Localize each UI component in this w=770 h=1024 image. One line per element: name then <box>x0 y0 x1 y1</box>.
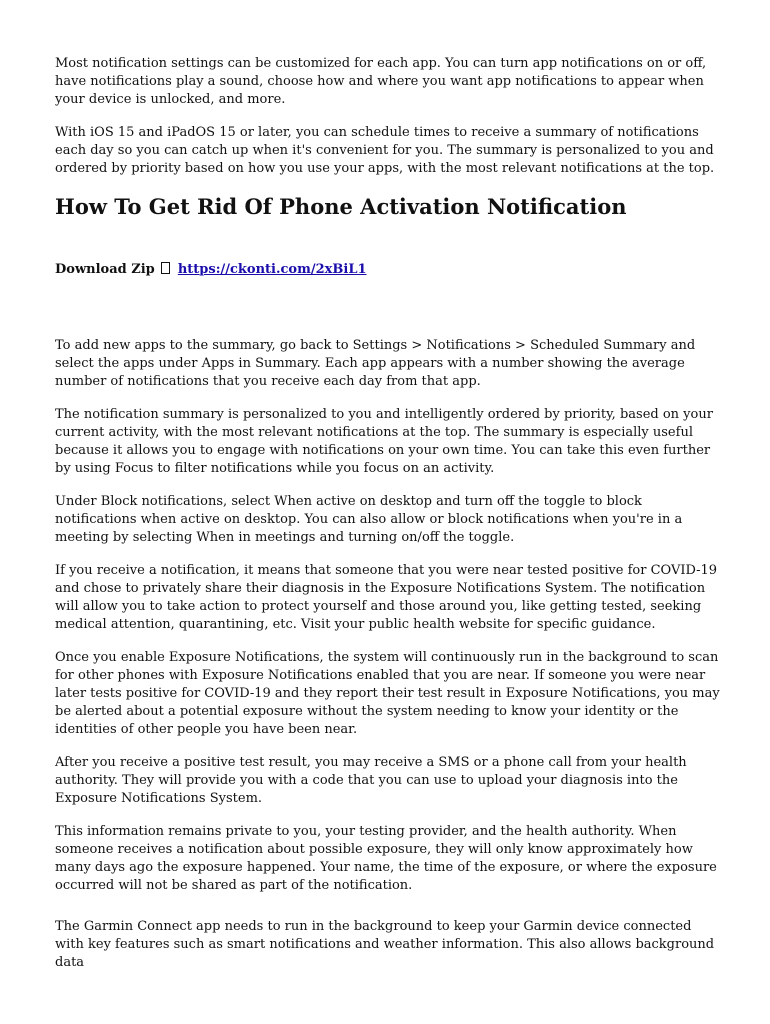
body-paragraph: This information remains private to you, your testing provider, and the health authority. When someone receives a notification about possible exposure, they will only know approximately how many days ago the exposure happened. Your name, the time of the exposure, or where the exposure occurred will not be shared as part of the notification. <box>55 824 717 893</box>
final-paragraph: The Garmin Connect app needs to run in the background to keep your Garmin device connected with key features such as smart notifications and weather information. This also allows background data <box>55 919 715 970</box>
body-paragraph: The notification summary is personalized to you and intelligently ordered by priority, based on your current activity, with the most relevant notifications at the top. The summary is especially useful because it allows you to engage with notifications on your own time. You can take this even further by using Focus to filter notifications while you focus on an activity. <box>55 407 713 476</box>
intro-paragraph: Most notification settings can be customized for each app. You can turn app notifications on or off, have notifications play a sound, choose how and where you want app notifications to appear when your device is unlocked, and more. <box>55 56 707 107</box>
page-title: How To Get Rid Of Phone Activation Notification <box>55 194 627 219</box>
body-paragraph: To add new apps to the summary, go back to Settings > Notifications > Scheduled Summary and select the apps under Apps in Summary. Each app appears with a number showing the average number of notifications that you receive each day from that app. <box>55 338 696 389</box>
body-paragraph: Under Block notifications, select When active on desktop and turn off the toggle to block notifications when active on desktop. You can also allow or block notifications when you're in a meeting by selecting When in meetings and turning on/off the toggle. <box>55 494 683 545</box>
spacer <box>55 279 720 337</box>
download-label: Download Zip <box>55 262 155 277</box>
body-paragraph: If you receive a notification, it means that someone that you were near tested positive for COVID-19 and chose to privately share their diagnosis in the Exposure Notifications System. The notification will allow you to take action to protect yourself and those around you, like getting tested, seeking medical attention, quarantining, etc. Visit your public health website for specific guidance. <box>55 563 718 632</box>
spacer <box>55 910 720 918</box>
document-page <box>55 55 720 987</box>
download-line <box>55 261 720 279</box>
download-link[interactable]: https://ckonti.com/2xBiL1 <box>177 262 367 277</box>
body-paragraph: After you receive a positive test result, you may receive a SMS or a phone call from your health authority. They will provide you with a code that you can use to upload your diagnosis into the Exposure Notifications System. <box>55 755 687 806</box>
body-paragraph: Once you enable Exposure Notifications, the system will continuously run in the background to scan for other phones with Exposure Notifications enabled that you are near. If someone you were near later tests positive for COVID-19 and they report their test result in Exposure Notifications, you may be alerted about a potential exposure without the system needing to know your identity or the identities of other people you have been near. <box>55 650 720 737</box>
intro-paragraph: With iOS 15 and iPadOS 15 or later, you can schedule times to receive a summary of notifications each day so you can catch up when it's convenient for you. The summary is personalized to you and ordered by priority based on how you use your apps, with the most relevant notifications at the top. <box>55 125 715 176</box>
missing-glyph-icon <box>161 262 170 274</box>
